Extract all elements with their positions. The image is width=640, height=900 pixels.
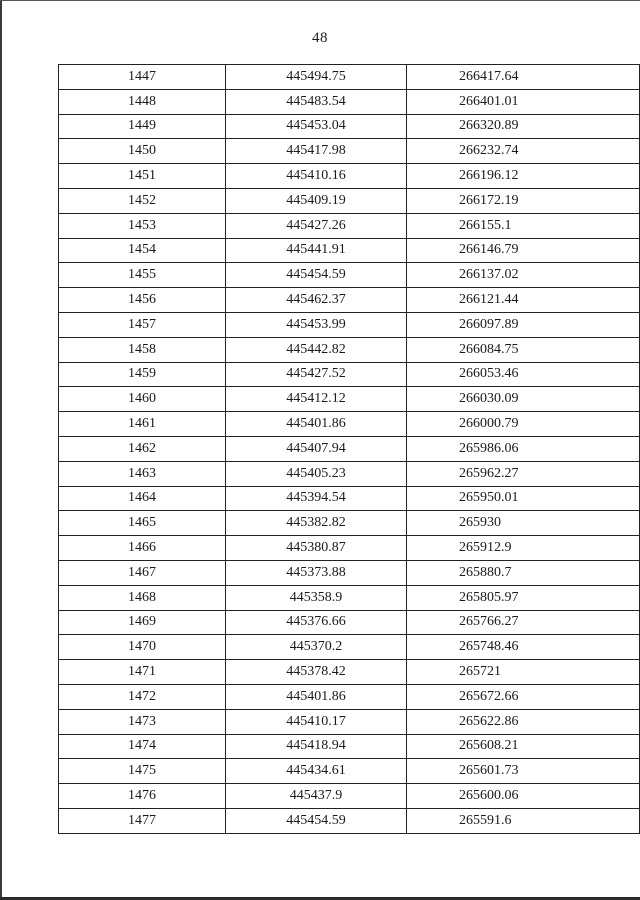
table-row [59, 114, 640, 139]
coordinates-table [58, 64, 640, 834]
table-row [59, 436, 640, 461]
y-coordinate-cell: 266097.89 [407, 312, 640, 337]
table-row [59, 65, 640, 90]
y-coordinate-cell: 266232.74 [407, 139, 640, 164]
x-coordinate-cell: 445373.88 [226, 560, 407, 585]
y-coordinate-cell: 265600.06 [407, 784, 640, 809]
x-coordinate-cell: 445417.98 [226, 139, 407, 164]
y-coordinate-cell: 266401.01 [407, 89, 640, 114]
y-coordinate-cell: 265608.21 [407, 734, 640, 759]
table-row [59, 238, 640, 263]
y-coordinate-cell: 265721 [407, 660, 640, 685]
y-coordinate-cell: 265672.66 [407, 684, 640, 709]
y-coordinate-cell: 265601.73 [407, 759, 640, 784]
x-coordinate-cell: 445401.86 [226, 412, 407, 437]
table-row [59, 635, 640, 660]
point-number-cell: 1447 [59, 65, 226, 90]
table-row [59, 660, 640, 685]
point-number-cell: 1463 [59, 461, 226, 486]
point-number-cell: 1459 [59, 362, 226, 387]
table-row [59, 536, 640, 561]
y-coordinate-cell: 266000.79 [407, 412, 640, 437]
x-coordinate-cell: 445394.54 [226, 486, 407, 511]
x-coordinate-cell: 445494.75 [226, 65, 407, 90]
point-number-cell: 1477 [59, 808, 226, 833]
y-coordinate-cell: 265880.7 [407, 560, 640, 585]
y-coordinate-cell: 266030.09 [407, 387, 640, 412]
y-coordinate-cell: 266172.19 [407, 188, 640, 213]
x-coordinate-cell: 445401.86 [226, 684, 407, 709]
x-coordinate-cell: 445407.94 [226, 436, 407, 461]
point-number-cell: 1456 [59, 288, 226, 313]
x-coordinate-cell: 445409.19 [226, 188, 407, 213]
x-coordinate-cell: 445410.17 [226, 709, 407, 734]
point-number-cell: 1475 [59, 759, 226, 784]
point-number-cell: 1470 [59, 635, 226, 660]
table-row [59, 412, 640, 437]
table-row [59, 188, 640, 213]
x-coordinate-cell: 445405.23 [226, 461, 407, 486]
table-row [59, 511, 640, 536]
x-coordinate-cell: 445434.61 [226, 759, 407, 784]
x-coordinate-cell: 445378.42 [226, 660, 407, 685]
x-coordinate-cell: 445370.2 [226, 635, 407, 660]
point-number-cell: 1454 [59, 238, 226, 263]
point-number-cell: 1472 [59, 684, 226, 709]
point-number-cell: 1469 [59, 610, 226, 635]
point-number-cell: 1462 [59, 436, 226, 461]
x-coordinate-cell: 445453.04 [226, 114, 407, 139]
point-number-cell: 1476 [59, 784, 226, 809]
y-coordinate-cell: 265930 [407, 511, 640, 536]
y-coordinate-cell: 265962.27 [407, 461, 640, 486]
y-coordinate-cell: 266320.89 [407, 114, 640, 139]
y-coordinate-cell: 266137.02 [407, 263, 640, 288]
y-coordinate-cell: 265950.01 [407, 486, 640, 511]
x-coordinate-cell: 445358.9 [226, 585, 407, 610]
table-row [59, 709, 640, 734]
point-number-cell: 1464 [59, 486, 226, 511]
table-row [59, 784, 640, 809]
point-number-cell: 1460 [59, 387, 226, 412]
table-row [59, 684, 640, 709]
table-row [59, 213, 640, 238]
table-row [59, 139, 640, 164]
table-row [59, 263, 640, 288]
point-number-cell: 1448 [59, 89, 226, 114]
x-coordinate-cell: 445418.94 [226, 734, 407, 759]
y-coordinate-cell: 266084.75 [407, 337, 640, 362]
y-coordinate-cell: 265912.9 [407, 536, 640, 561]
x-coordinate-cell: 445410.16 [226, 164, 407, 189]
point-number-cell: 1450 [59, 139, 226, 164]
point-number-cell: 1473 [59, 709, 226, 734]
y-coordinate-cell: 266196.12 [407, 164, 640, 189]
point-number-cell: 1471 [59, 660, 226, 685]
y-coordinate-cell: 265591.6 [407, 808, 640, 833]
point-number-cell: 1461 [59, 412, 226, 437]
point-number-cell: 1453 [59, 213, 226, 238]
x-coordinate-cell: 445376.66 [226, 610, 407, 635]
table-row [59, 734, 640, 759]
point-number-cell: 1451 [59, 164, 226, 189]
x-coordinate-cell: 445427.52 [226, 362, 407, 387]
point-number-cell: 1455 [59, 263, 226, 288]
x-coordinate-cell: 445412.12 [226, 387, 407, 412]
point-number-cell: 1457 [59, 312, 226, 337]
table-row [59, 610, 640, 635]
x-coordinate-cell: 445442.82 [226, 337, 407, 362]
point-number-cell: 1467 [59, 560, 226, 585]
scan-border-left [0, 0, 2, 900]
y-coordinate-cell: 265622.86 [407, 709, 640, 734]
y-coordinate-cell: 266053.46 [407, 362, 640, 387]
scan-border-top [0, 0, 640, 1]
y-coordinate-cell: 266146.79 [407, 238, 640, 263]
x-coordinate-cell: 445454.59 [226, 263, 407, 288]
table-row [59, 585, 640, 610]
x-coordinate-cell: 445380.87 [226, 536, 407, 561]
x-coordinate-cell: 445437.9 [226, 784, 407, 809]
page-number: 48 [312, 30, 328, 46]
x-coordinate-cell: 445427.26 [226, 213, 407, 238]
point-number-cell: 1452 [59, 188, 226, 213]
table-row [59, 560, 640, 585]
x-coordinate-cell: 445483.54 [226, 89, 407, 114]
y-coordinate-cell: 266121.44 [407, 288, 640, 313]
table-row [59, 461, 640, 486]
table-row [59, 387, 640, 412]
table-row [59, 362, 640, 387]
y-coordinate-cell: 265748.46 [407, 635, 640, 660]
table-row [59, 759, 640, 784]
table-row [59, 808, 640, 833]
point-number-cell: 1458 [59, 337, 226, 362]
table-row [59, 89, 640, 114]
point-number-cell: 1474 [59, 734, 226, 759]
x-coordinate-cell: 445453.99 [226, 312, 407, 337]
y-coordinate-cell: 265766.27 [407, 610, 640, 635]
point-number-cell: 1449 [59, 114, 226, 139]
x-coordinate-cell: 445382.82 [226, 511, 407, 536]
point-number-cell: 1468 [59, 585, 226, 610]
point-number-cell: 1465 [59, 511, 226, 536]
table-row [59, 312, 640, 337]
coordinates-table-body [59, 65, 640, 834]
x-coordinate-cell: 445441.91 [226, 238, 407, 263]
x-coordinate-cell: 445462.37 [226, 288, 407, 313]
table-row [59, 164, 640, 189]
table-row [59, 337, 640, 362]
table-row [59, 288, 640, 313]
point-number-cell: 1466 [59, 536, 226, 561]
y-coordinate-cell: 265805.97 [407, 585, 640, 610]
x-coordinate-cell: 445454.59 [226, 808, 407, 833]
y-coordinate-cell: 265986.06 [407, 436, 640, 461]
table-row [59, 486, 640, 511]
y-coordinate-cell: 266417.64 [407, 65, 640, 90]
y-coordinate-cell: 266155.1 [407, 213, 640, 238]
